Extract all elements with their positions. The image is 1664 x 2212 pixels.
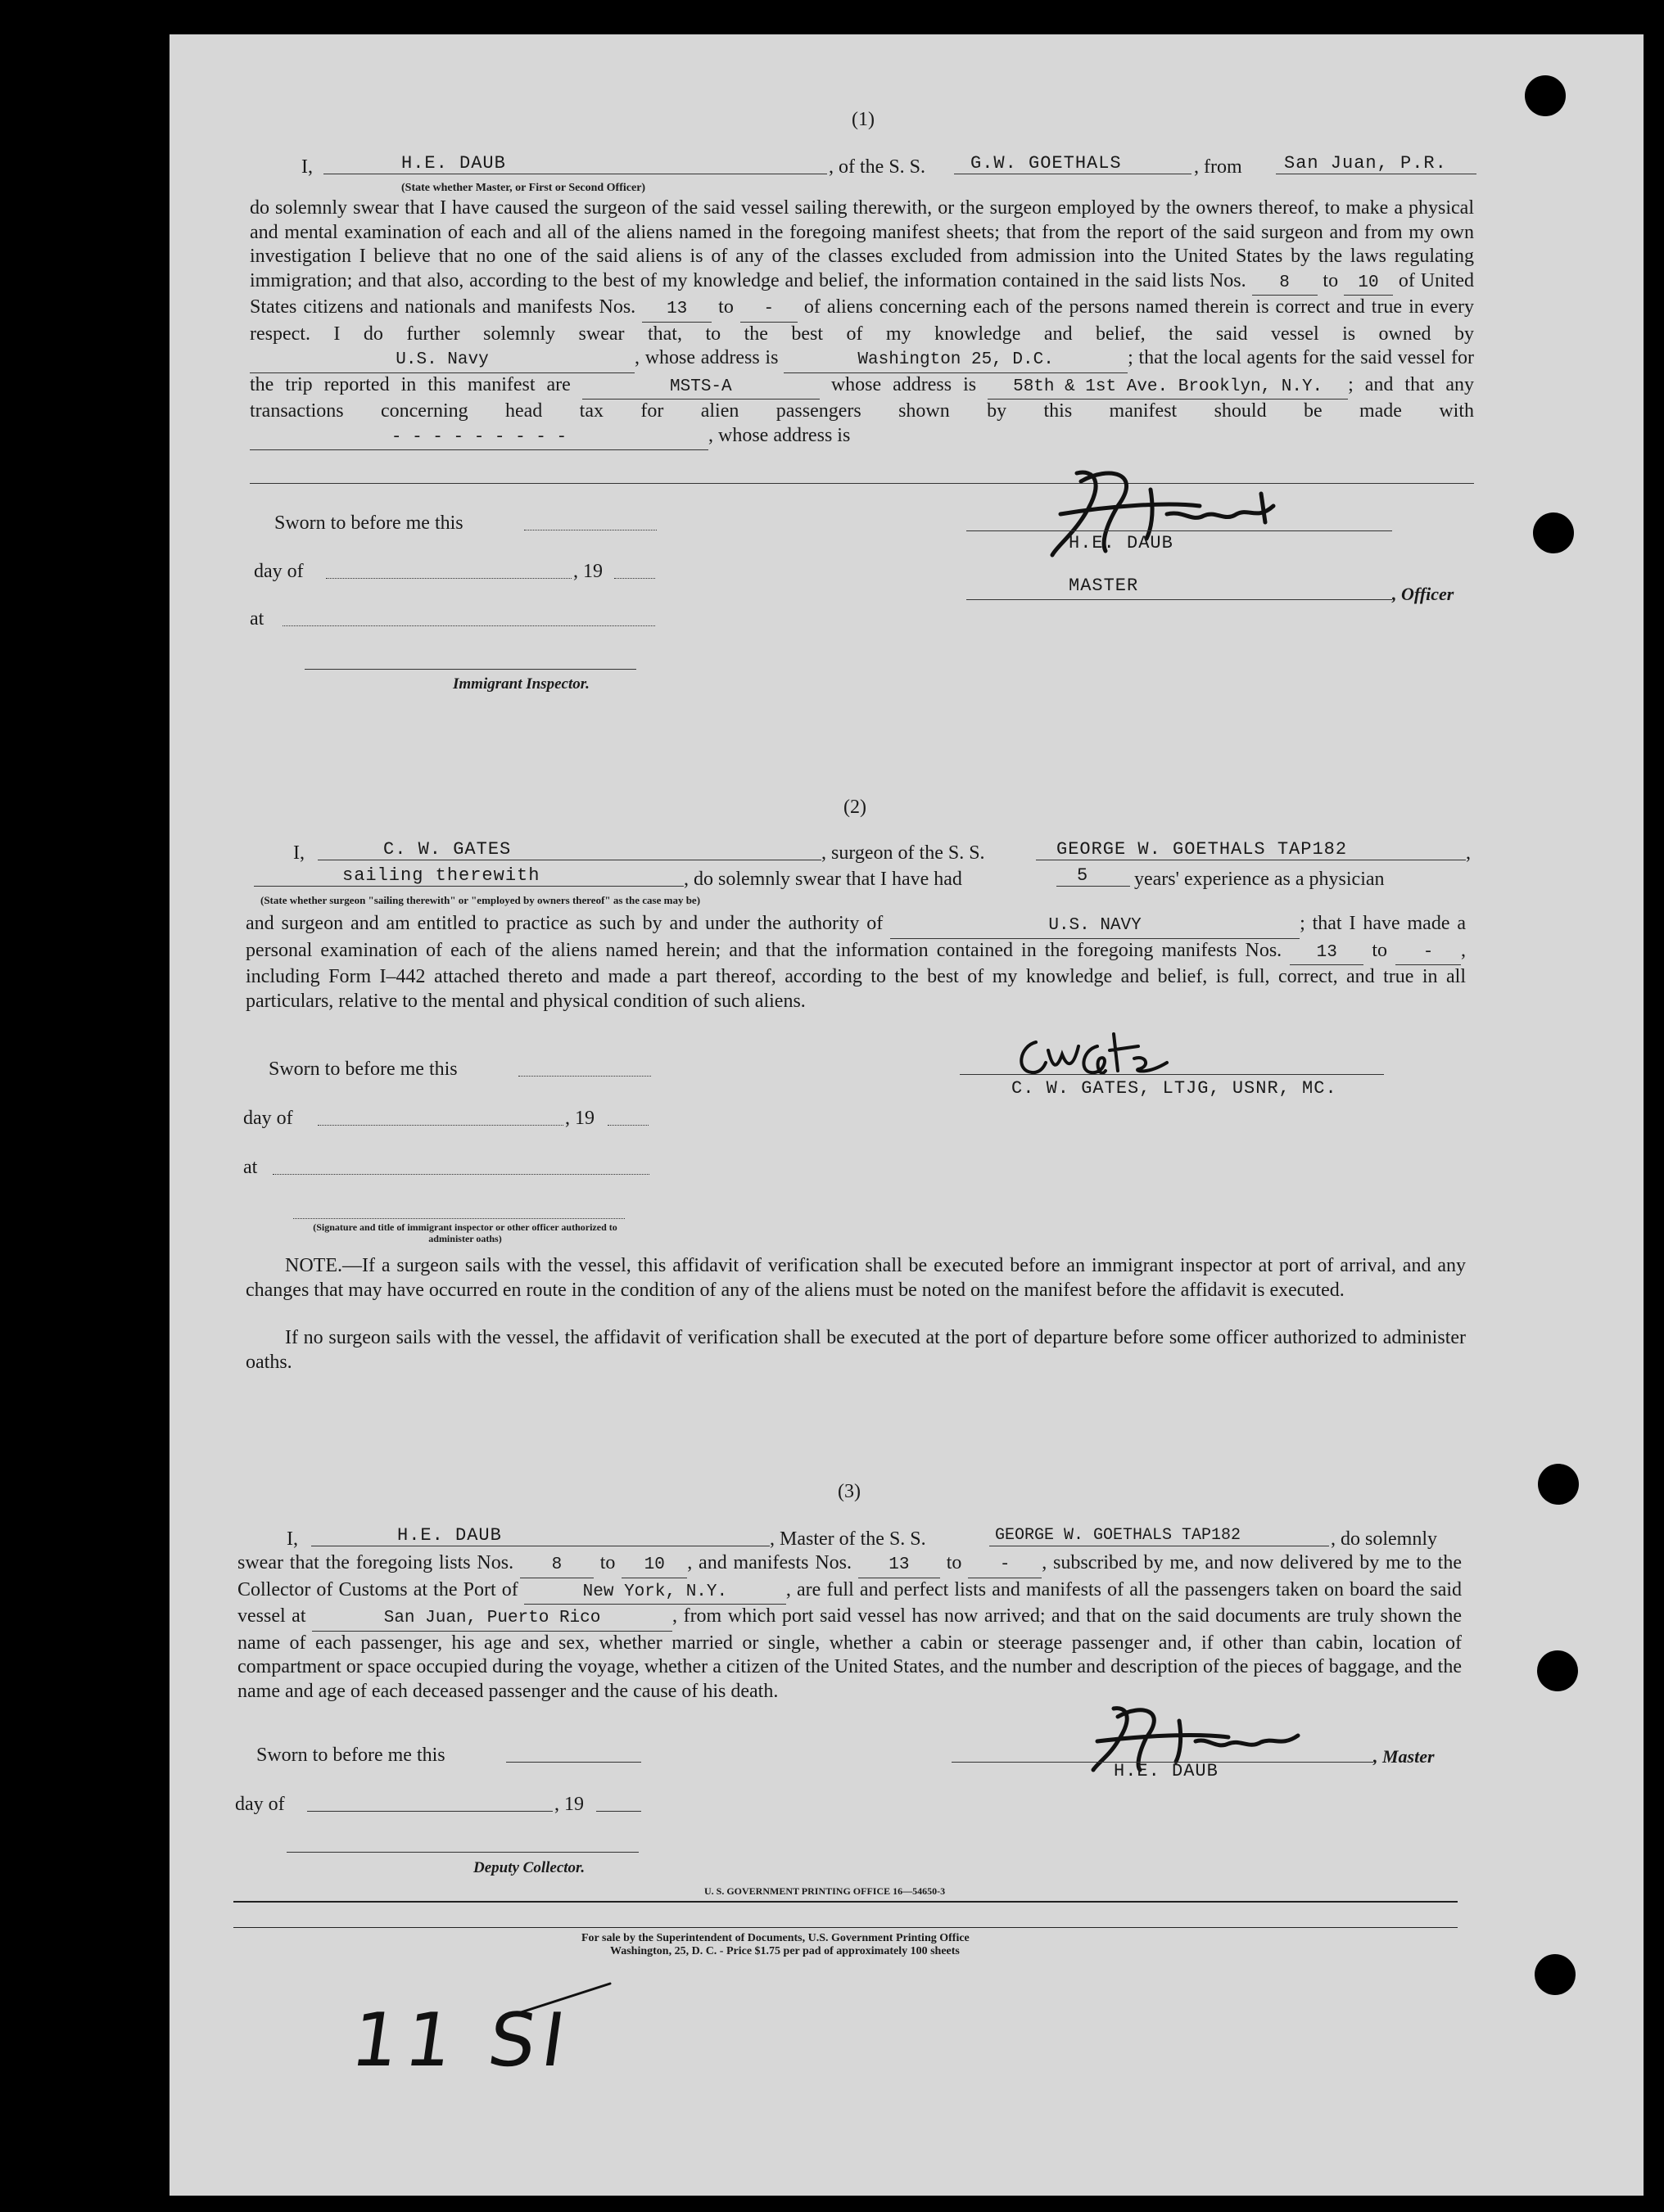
to-word: to — [718, 296, 734, 318]
year-field — [608, 1125, 649, 1126]
lead-i: I, — [293, 842, 305, 864]
year-label: , 19 — [573, 561, 603, 582]
lists-to-3: 10 — [622, 1553, 687, 1578]
to-word: to — [1372, 939, 1387, 961]
oath-text-e: ; and that any transactions concerning head tax for alien passengers shown by this manifest should be made with — [250, 373, 1475, 422]
footer-rule — [233, 1901, 1458, 1903]
comma: , — [1466, 842, 1471, 864]
day-field — [326, 578, 572, 579]
master-text-d: , from which port said vessel has now arrived; and that on the said documents are truly shown the name of each passenger, his age and sex, whether married or single, whether a cabin or steerage passenger and, if other than cabin, location of compartment or space occupied during the voyage, whether a citizen of the United States, and the number and description of the pieces of baggage, and the name and age of each deceased passenger and the cause of his death. — [237, 1605, 1462, 1702]
section2-signer: C. W. GATES, LTJG, USNR, MC. — [1011, 1078, 1337, 1099]
lead-i: I, — [301, 156, 313, 178]
section1-signer: H.E. DAUB — [1069, 533, 1173, 553]
solemnly-label: , do solemnly — [1331, 1528, 1437, 1550]
inspector-signature-line — [293, 1218, 625, 1219]
binder-hole — [1538, 1464, 1579, 1505]
surgeon-name: C. W. GATES — [383, 839, 512, 860]
swear-label: , do solemnly swear that I have had — [684, 869, 962, 890]
collector-caption: Deputy Collector. — [473, 1859, 586, 1876]
agents: MSTS-A — [582, 375, 820, 400]
sworn-date-field — [518, 1076, 651, 1077]
head-tax-party: - - - - - - - - - — [250, 426, 708, 451]
sworn-label: Sworn to before me this — [269, 1059, 458, 1080]
from-label: , from — [1194, 156, 1242, 178]
master-text-b: , subscribed by me, and now delivered by me to the Collector of Customs at the Port of — [237, 1552, 1463, 1600]
oath-text-d: that the local agents for the said vessel for the trip reported in this manifest are — [250, 347, 1474, 395]
whose-address-label-3: , whose address is — [708, 424, 851, 446]
authority: U.S. NAVY — [890, 914, 1300, 939]
inspector-caption: Immigrant Inspector. — [453, 675, 590, 693]
lists-from: 8 — [1252, 271, 1318, 296]
surgeon-text-b: that I have made a personal examination of each of the aliens named herein; and that the information contained in the foregoing manifests Nos. — [246, 913, 1467, 961]
to-word: to — [599, 1552, 616, 1573]
lists-from-3: 8 — [520, 1553, 594, 1578]
port: New York, N.Y. — [524, 1580, 786, 1605]
master-caption: (State whether Master, or First or Second Officer) — [401, 182, 646, 194]
master-text-a: swear that the foregoing lists Nos. — [237, 1552, 514, 1573]
note-paragraph: NOTE.—If a surgeon sails with the vessel, this affidavit of verification shall be executed before an immigrant inspector at port of arrival, and any changes that may have occurred en route in the condition of any of the aliens must be noted on the manifest before the affidavit is executed. — [246, 1255, 1466, 1301]
owner-address: Washington 25, D.C. — [784, 348, 1128, 373]
manifests-from: 13 — [642, 297, 712, 323]
at-field — [273, 1174, 649, 1175]
master-signature-line — [966, 530, 1392, 531]
surgeon-text-a: and surgeon and am entitled to practice as such by and under the authority of — [246, 913, 884, 934]
year-label: , 19 — [565, 1108, 595, 1129]
day-field — [318, 1125, 563, 1126]
agents-address: 58th & 1st Ave. Brooklyn, N.Y. — [988, 375, 1348, 400]
from-port: San Juan, P.R. — [1284, 153, 1447, 174]
manifests-to-3: - — [968, 1553, 1042, 1578]
surgeon-text-c: , including Form I–442 attached thereto and made a part thereof, according to the best of my knowledge and belief, is full, correct, and true in all particulars, relative to the mental and physical condition of such aliens. — [246, 939, 1467, 1012]
sailing-status: sailing therewith — [342, 865, 540, 886]
at-label: at — [250, 608, 265, 630]
years-field — [1056, 886, 1130, 887]
officer-title: MASTER — [1069, 576, 1139, 596]
binder-hole — [1537, 1650, 1578, 1691]
master-paragraph — [237, 1551, 1462, 1704]
sale-line-2: Washington, 25, D. C. - Price $1.75 per pad of approximately 100 sheets — [610, 1945, 960, 1957]
day-of-label: day of — [235, 1794, 285, 1815]
sworn-label: Sworn to before me this — [256, 1745, 445, 1766]
manifests-from-2: 13 — [1290, 941, 1363, 966]
owner: U.S. Navy — [250, 348, 635, 373]
binder-hole — [1533, 512, 1574, 553]
lead-i: I, — [287, 1528, 298, 1550]
pen-stroke — [512, 1977, 618, 2018]
surgeon-paragraph: and surgeon and am entitled to practice as such by and under the authority of U.S. NAVY ; that I have made a personal examination of each of the aliens named herein; and that the information contained in the foregoing manifests Nos. 13 to - , including Form I–442 attached thereto and made a part thereof, according to the best of my knowledge and belief, is full, correct, and true in all particulars, relative to the mental and physical condition of such aliens. — [246, 913, 1467, 1012]
handwritten-notation: 11 SI — [346, 1998, 577, 2083]
manifests-to-2: - — [1395, 941, 1461, 966]
year-field — [614, 578, 655, 579]
year-label: , 19 — [554, 1794, 584, 1815]
collector-signature-line — [287, 1852, 639, 1853]
sailing-caption: (State whether surgeon "sailing therewith" or "employed by owners thereof" as the case may be) — [260, 894, 701, 906]
sale-line-1: For sale by the Superintendent of Documents, U.S. Government Printing Office — [581, 1932, 970, 1944]
sworn-label: Sworn to before me this — [274, 512, 463, 534]
inspector-caption: (Signature and title of immigrant inspector or other officer authorized to administer oaths) — [313, 1221, 617, 1244]
surgeon-signature-line — [960, 1074, 1384, 1075]
oath-text-b: of United States citizens and nationals and manifests Nos. — [250, 269, 1475, 318]
whose-address-label: , whose address is — [635, 347, 779, 368]
vessel-name-3: GEORGE W. GOETHALS TAP182 — [995, 1526, 1241, 1545]
day-field — [307, 1811, 553, 1812]
master-of-label: , Master of the S. S. — [770, 1528, 926, 1550]
section-number: (1) — [852, 109, 875, 130]
master-text-c: , are full and perfect lists and manifests of all the passengers taken on board the said vessel at — [237, 1578, 1463, 1627]
section-number: (3) — [838, 1481, 861, 1502]
to-word: to — [1323, 269, 1339, 291]
day-of-label: day of — [254, 561, 304, 582]
years: 5 — [1077, 865, 1089, 886]
whose-address-label-2: whose address is — [830, 373, 977, 395]
surgeon-of-label: , surgeon of the S. S. — [821, 842, 985, 864]
at-field — [283, 625, 655, 626]
years-exp-label: years' experience as a physician — [1134, 869, 1385, 890]
binder-hole — [1535, 1954, 1576, 1995]
of-ss-label: , of the S. S. — [829, 156, 926, 178]
officer-label: , Officer — [1392, 584, 1454, 604]
day-of-label: day of — [243, 1108, 293, 1129]
section3-signer: H.E. DAUB — [1114, 1761, 1219, 1781]
year-field — [596, 1811, 641, 1812]
note-paragraph-2: If no surgeon sails with the vessel, the affidavit of verification shall be executed at the port of departure before some officer authorized to administer oaths. — [246, 1327, 1466, 1373]
boarding-port: San Juan, Puerto Rico — [312, 1606, 672, 1632]
at-label: at — [243, 1157, 258, 1178]
oath-text-c: of aliens concerning each of the persons named therein is correct and true in every respect. I do further solemnly swear that, to the best of my knowledge and belief, the said vessel is owned by — [250, 296, 1475, 345]
manifests-label: , and manifests Nos. — [687, 1552, 852, 1573]
footer-rule — [233, 1927, 1458, 1928]
gpo-imprint: U. S. GOVERNMENT PRINTING OFFICE 16—54650-3 — [704, 1885, 946, 1897]
sworn-date-field — [506, 1762, 641, 1763]
manifests-to: - — [740, 297, 798, 323]
oath-text: do solemnly swear that I have caused the surgeon of the said vessel sailing therewith, or the surgeon employed by the owners thereof, to make a physical and mental examination of each and all of the aliens named in the foregoing manifest sheets; that from the report of the said surgeon and from my own investigation I believe that no one of the said aliens is of any of the classes excluded from admission into the United States by the laws regulating immigration; and that also, according to the best of my knowledge and belief, the information contained in the said lists Nos. — [250, 197, 1474, 291]
master-label: , Master — [1373, 1746, 1435, 1767]
master-name-3: H.E. DAUB — [397, 1525, 502, 1546]
officer-title-line — [966, 599, 1392, 600]
binder-hole — [1525, 75, 1566, 116]
vessel-name-2: GEORGE W. GOETHALS TAP182 — [1056, 839, 1348, 860]
vessel-name: G.W. GOETHALS — [970, 153, 1122, 174]
manifests-from-3: 13 — [858, 1553, 940, 1578]
oath-paragraph-1: do solemnly swear that I have caused the surgeon of the said vessel sailing therewith, or the surgeon employed by the owners thereof, to make a physical and mental examination of each and all of the aliens named in the foregoing manifest sheets; that from the report of the said surgeon and from my own investigation I believe that no one of the said aliens is of any of the classes excluded from admission into the United States by the laws regulating immigration; and that also, according to the best of my knowledge and belief, the information contained in the said lists Nos. 8 to 10 of United States citizens and nationals and manifests Nos. 13 to - of aliens concerning each of the persons named therein is correct and true in every respect. I do further solemnly swear that, to the best of my knowledge and belief, the said vessel is owned by U.S. Navy , whose address is Washington 25, D.C. ; that the local agents for the said vessel for the trip reported in this manifest are MSTS-A whose address is 58th & 1st Ave. Brooklyn, N.Y. ; and that any transactions concerning head tax for alien passengers shown by this manifest should be made with - - - - - - - - - , whose address is — [250, 196, 1474, 450]
inspector-signature-line — [305, 669, 636, 670]
to-word: to — [946, 1552, 962, 1573]
master-name: H.E. DAUB — [401, 153, 506, 174]
section-number: (2) — [843, 797, 866, 818]
lists-to: 10 — [1344, 271, 1393, 296]
